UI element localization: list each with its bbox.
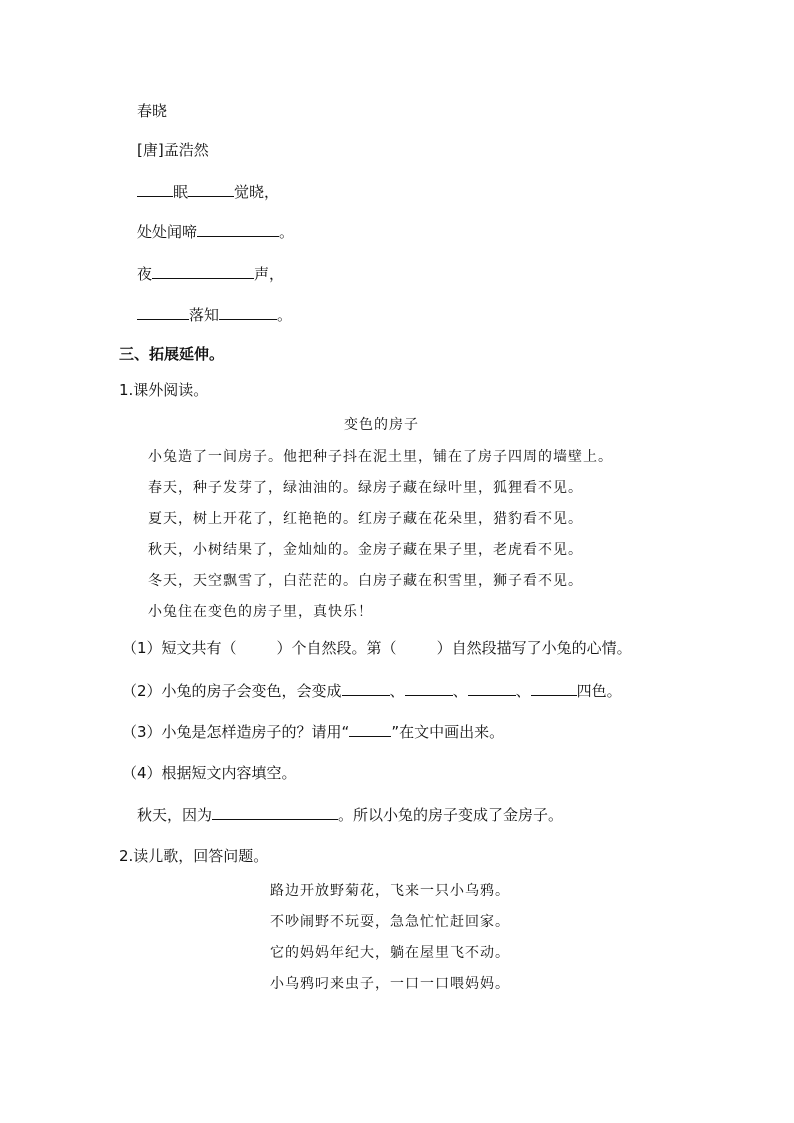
answer-blank[interactable] <box>188 182 234 197</box>
poem-text: 。 <box>277 306 293 324</box>
question-text: 四色。 <box>576 682 622 700</box>
story-paragraph-2: 春天，种子发芽了，绿油油的。绿房子藏在绿叶里，狐狸看不见。 <box>148 480 583 496</box>
answer-blank[interactable] <box>137 182 173 197</box>
poem-text: 声， <box>254 265 285 283</box>
sub-question-4-fill <box>137 805 563 825</box>
answer-blank[interactable] <box>137 305 189 320</box>
story-title: 变色的房子 <box>344 417 419 433</box>
question-2-title: 2.读儿歌，回答问题。 <box>119 847 269 865</box>
question-text: （1）短文共有（ <box>122 639 237 657</box>
song-line-4: 小乌鸦叼来虫子，一口一口喂妈妈。 <box>270 976 510 992</box>
answer-blank[interactable] <box>152 264 254 279</box>
question-text: 。所以小兔的房子变成了金房子。 <box>338 806 564 824</box>
answer-blank[interactable] <box>468 681 516 696</box>
sub-question-3 <box>122 722 504 742</box>
story-paragraph-6: 小兔住在变色的房子里，真快乐！ <box>148 604 373 620</box>
answer-blank[interactable] <box>197 222 279 237</box>
question-text: ）自然段描写了小兔的心情。 <box>436 639 632 657</box>
poem-text: 落知 <box>189 306 220 324</box>
question-text: ）个自然段。第（ <box>276 639 397 657</box>
poem-title: 春晓 <box>137 102 168 120</box>
poem-text: 夜 <box>137 265 153 283</box>
poem-author: [唐]孟浩然 <box>137 141 209 159</box>
song-line-1: 路边开放野菊花，飞来一只小乌鸦。 <box>270 883 510 899</box>
answer-blank[interactable] <box>342 681 390 696</box>
separator: 、 <box>515 682 531 700</box>
story-paragraph-3: 夏天，树上开花了，红艳艳的。红房子藏在花朵里，猎豹看不见。 <box>148 511 583 527</box>
sub-question-4: （4）根据短文内容填空。 <box>122 764 297 782</box>
story-paragraph-1: 小兔造了一间房子。他把种子抖在泥土里，铺在了房子四周的墙壁上。 <box>148 449 613 465</box>
story-paragraph-5: 冬天，天空飘雪了，白茫茫的。白房子藏在积雪里，狮子看不见。 <box>148 573 583 589</box>
answer-blank[interactable] <box>212 805 338 820</box>
question-1-title: 1.课外阅读。 <box>119 381 209 399</box>
poem-text: 。 <box>279 223 295 241</box>
question-text: （2）小兔的房子会变色，会变成 <box>122 682 342 700</box>
poem-line-2 <box>137 222 294 242</box>
sub-question-2 <box>122 681 622 701</box>
separator: 、 <box>452 682 468 700</box>
song-line-2: 不吵闹野不玩耍，急急忙忙赶回家。 <box>270 914 510 930</box>
poem-line-3 <box>137 264 284 284</box>
underline-sample <box>349 722 391 737</box>
question-text: 秋天，因为 <box>137 806 213 824</box>
answer-blank[interactable] <box>219 305 277 320</box>
question-text: （3）小兔是怎样造房子的？请用“ <box>122 723 350 741</box>
poem-line-4 <box>137 305 292 325</box>
question-text: ”在文中画出来。 <box>391 723 505 741</box>
song-line-3: 它的妈妈年纪大，躺在屋里飞不动。 <box>270 945 510 961</box>
separator: 、 <box>389 682 405 700</box>
answer-blank[interactable] <box>405 681 453 696</box>
section-heading: 三、拓展延伸。 <box>119 345 225 363</box>
poem-text: 处处闻啼 <box>137 223 198 241</box>
poem-text: 眠 <box>173 183 189 201</box>
answer-blank[interactable] <box>531 681 577 696</box>
poem-text: 觉晓， <box>234 183 280 201</box>
poem-line-1 <box>137 182 279 202</box>
sub-question-1 <box>122 638 632 658</box>
story-paragraph-4: 秋天，小树结果了，金灿灿的。金房子藏在果子里，老虎看不见。 <box>148 542 583 558</box>
